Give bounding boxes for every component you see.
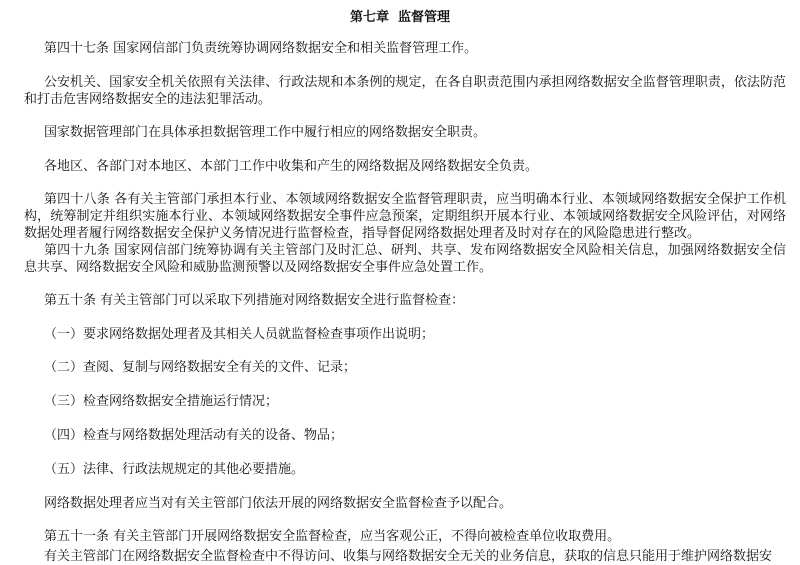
chapter-title: 第七章 监督管理 xyxy=(349,10,451,25)
paragraph-information-use: 有关主管部门在网络数据安全监督检查中不得访问、收集与网络数据安全无关的业务信息，获取的信息只能用于维护网络数据安 xyxy=(44,549,773,564)
article-51: 第五十一条 有关主管部门开展网络数据安全监督检查，应当客观公正，不得向被检查单位收取费用。 xyxy=(44,529,621,544)
measure-item-4: （四）检查与网络数据处理活动有关的设备、物品； xyxy=(44,428,344,443)
paragraph-cooperation: 网络数据处理者应当对有关主管部门依法开展的网络数据安全监督检查予以配合。 xyxy=(44,496,513,511)
measure-item-3: （三）检查网络数据安全措施运行情况； xyxy=(44,394,279,409)
measure-item-2: （二）查阅、复制与网络数据安全有关的文件、记录； xyxy=(44,360,357,375)
paragraph-public-security: 公安机关、国家安全机关依照有关法律、行政法规和本条例的规定，在各自职责范围内承担网络数据安全监督管理职责，依法防范和打击危害网络数据安全的违法犯罪活动。 xyxy=(24,75,786,107)
article-49: 第四十九条 国家网信部门统筹协调有关主管部门及时汇总、研判、共享、发布网络数据安全风险相关信息，加强网络数据安全信息共享、网络数据安全风险和威胁监测预警以及网络数据安全事件应急处置工作。 xyxy=(24,243,786,275)
article-47: 第四十七条 国家网信部门负责统筹协调网络数据安全和相关监督管理工作。 xyxy=(44,41,478,56)
article-50: 第五十条 有关主管部门可以采取下列措施对网络数据安全进行监督检查： xyxy=(44,293,465,308)
article-48: 第四十八条 各有关主管部门承担本行业、本领域网络数据安全监督管理职责，应当明确本行业、本领域网络数据安全保护工作机构，统筹制定并组织实施本行业、本领域网络数据安全事件应急预案，定期组织开展本行业、本领域网络数据安全风险评估，对网络数据处理者履行网络数据安全保护义务情况进行监督检查，指导督促网络数据处理者及时对存在的风险隐患进行整改。 xyxy=(24,192,786,241)
measure-item-1: （一）要求网络数据处理者及其相关人员就监督检查事项作出说明； xyxy=(44,327,435,342)
paragraph-regional-responsibility: 各地区、各部门对本地区、本部门工作中收集和产生的网络数据及网络数据安全负责。 xyxy=(44,159,539,174)
paragraph-data-administration: 国家数据管理部门在具体承担数据管理工作中履行相应的网络数据安全职责。 xyxy=(44,125,487,140)
measure-item-5: （五）法律、行政法规规定的其他必要措施。 xyxy=(44,462,305,477)
